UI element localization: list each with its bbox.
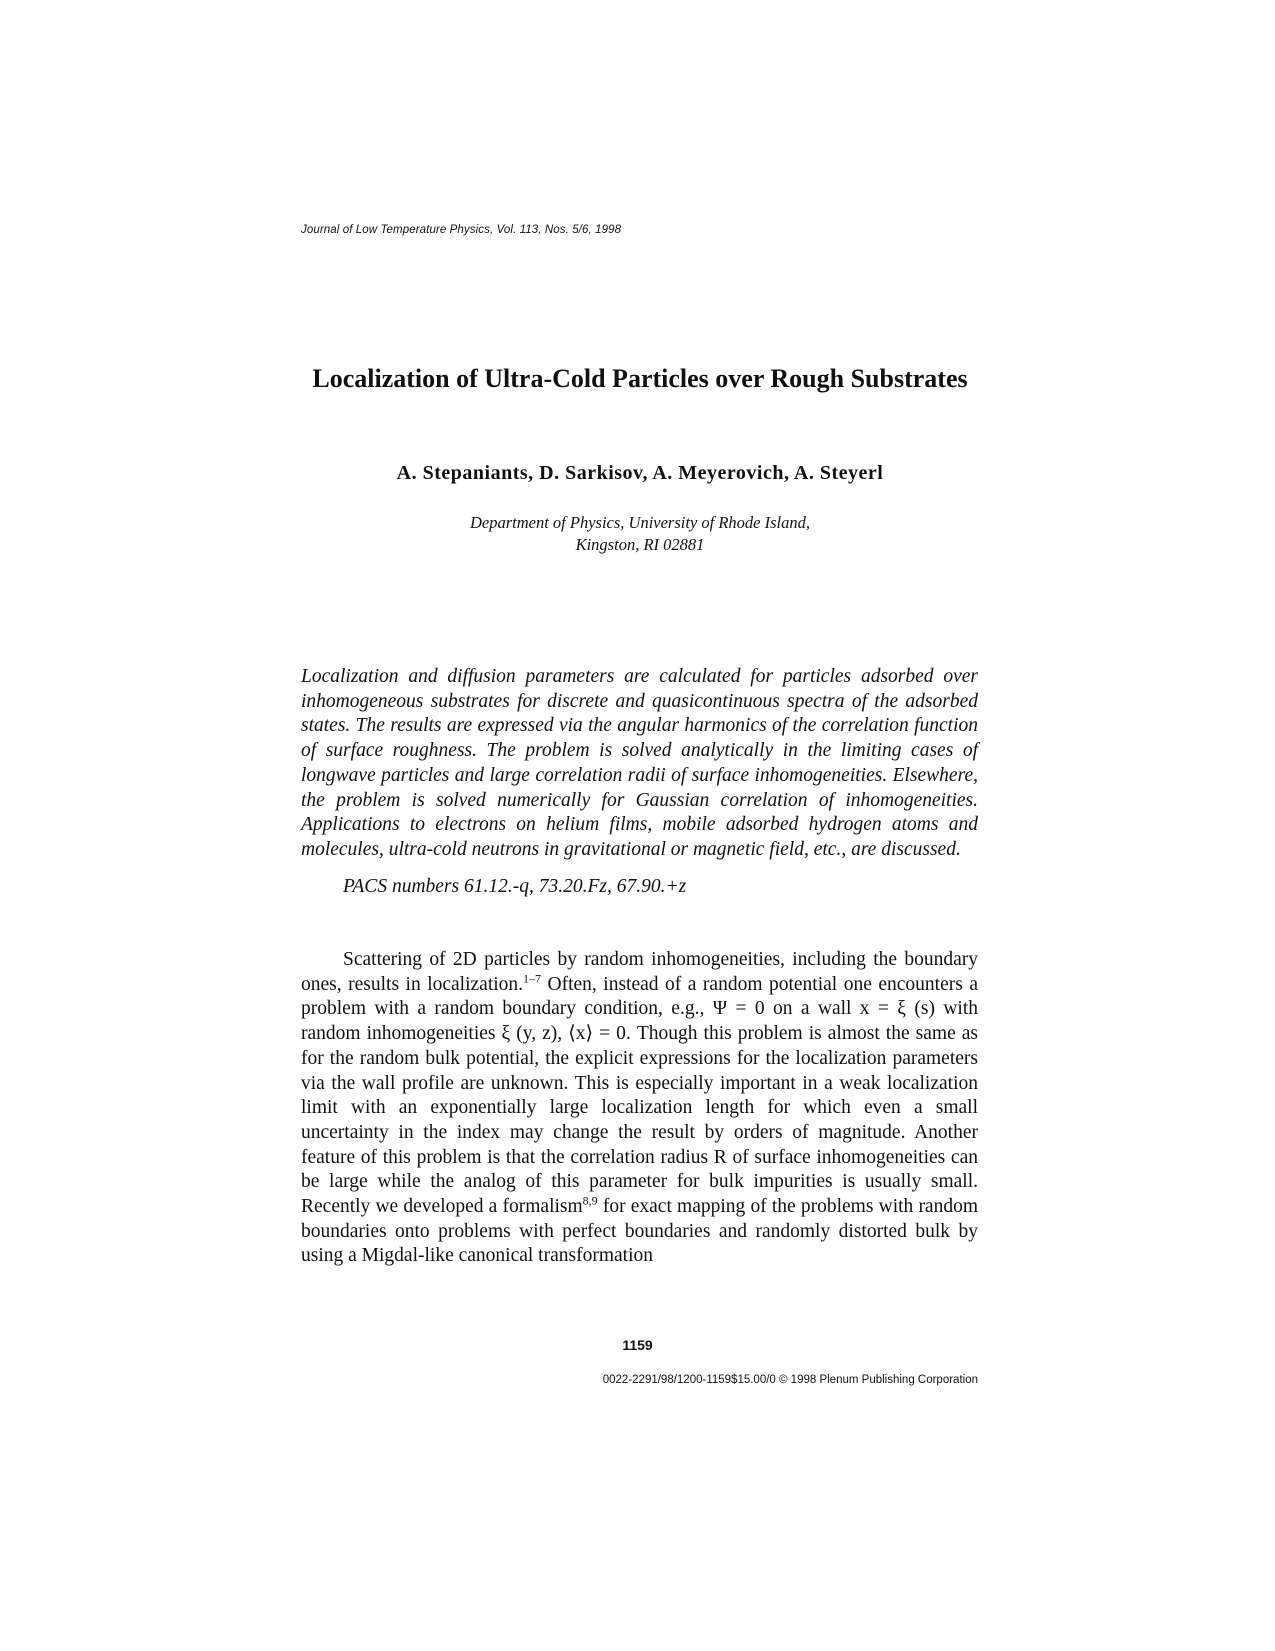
affiliation-line-2: Kingston, RI 02881 xyxy=(575,535,705,554)
affiliation-line-1: Department of Physics, University of Rhode Island, xyxy=(469,513,811,532)
reference-superscript: 1–7 xyxy=(523,971,542,986)
body-text-part-1: Scattering of 2D particles by random inhomogeneities, including the boundary ones, results in localization. xyxy=(301,949,978,995)
author-list: A. Stepaniants, D. Sarkisov, A. Meyerovich, A. Steyerl xyxy=(396,462,884,484)
body-paragraph xyxy=(301,948,978,1269)
body-text-part-2: Often, instead of a random potential one encounters a problem with a random boundary condition, e.g., Ψ = 0 on a wall x = ξ (s) with random inhomogeneities ξ (y, z), ⟨x⟩ = 0. Though this problem is almost the same as for the random bulk potential, the explicit expressions for the localization parameters via the wall profile are unknown. This is especially important in a weak localization limit with an exponentially large localization length for which even a small uncertainty in the index may change the result by orders of magnitude. Another feature of this problem is that the correlation radius R of surface inhomogeneities can be large while the analog of this parameter for bulk impurities is usually small. Recently we developed a formalism xyxy=(301,973,978,1218)
reference-superscript: 8,9 xyxy=(582,1193,598,1208)
affiliation xyxy=(290,512,990,556)
pacs-numbers: PACS numbers 61.12.-q, 73.20.Fz, 67.90.+z xyxy=(343,876,687,897)
journal-header: Journal of Low Temperature Physics, Vol. 113, Nos. 5/6, 1998 xyxy=(301,224,622,236)
abstract: Localization and diffusion parameters are calculated for particles adsorbed over inhomogeneous substrates for discrete and quasicontinuous spectra of the adsorbed states. The results are expressed via the angular harmonics of the correlation function of surface roughness. The problem is solved analytically in the limiting cases of longwave particles and large correlation radii of surface inhomogeneities. Elsewhere, the problem is solved numerically for Gaussian correlation of inhomogeneities. Applications to electrons on helium films, mobile adsorbed hydrogen atoms and molecules, ultra-cold neutrons in gravitational or magnetic field, etc., are discussed. xyxy=(301,666,978,860)
paper-title: Localization of Ultra-Cold Particles over Rough Substrates xyxy=(312,364,968,393)
copyright-line: 0022-2291/98/1200-1159$15.00/0 © 1998 Plenum Publishing Corporation xyxy=(602,1374,978,1386)
page-number: 1159 xyxy=(622,1337,653,1353)
body-text-part-3: for exact mapping of the problems with random boundaries onto problems with perfect boundaries and randomly distorted bulk by using a Migdal-like canonical transformation xyxy=(301,1196,979,1267)
